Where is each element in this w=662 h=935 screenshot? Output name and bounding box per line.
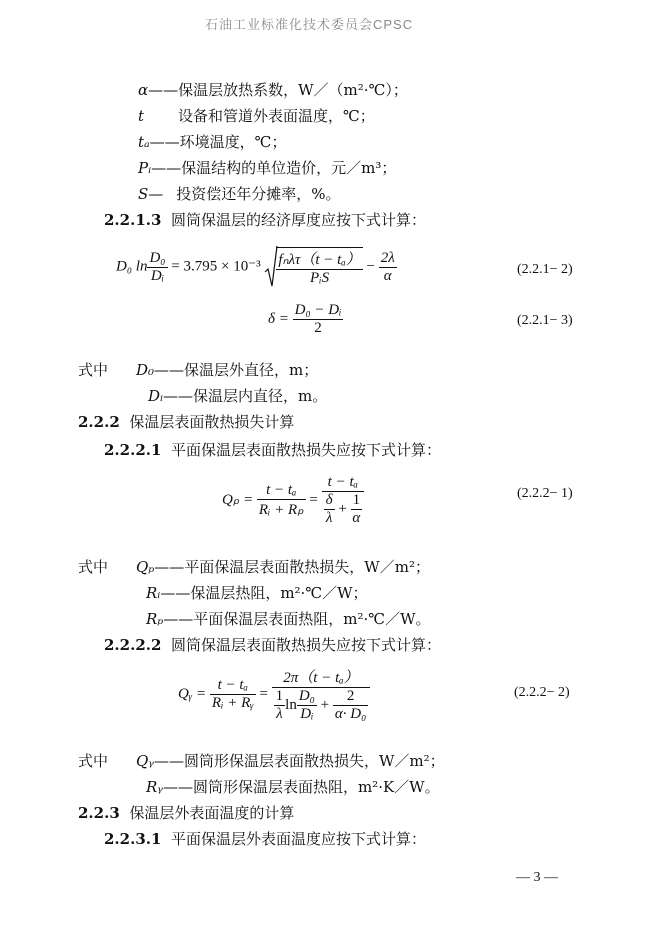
eq-fraction (257, 482, 306, 519)
frac-den: Rᵢ + Rᵧ (211, 695, 254, 711)
def-t (138, 107, 375, 125)
section-text: 保温层表面散热损失计算 (129, 413, 295, 431)
frac-den (272, 688, 371, 723)
def-text: 设备和管道外表面温度，℃； (178, 107, 375, 125)
def-symbol: tₐ (138, 133, 150, 151)
section-text: 保温层外表面温度的计算 (129, 804, 295, 822)
section-number: 2.2.2 (78, 413, 120, 431)
eq-ln: ln (285, 696, 297, 713)
eq-fraction (351, 492, 363, 527)
def-text: ——平面保温层表面热阻，m²·℃／W。 (163, 610, 431, 628)
def-text: ——圆筒形保温层表面热阻，m²·K／W。 (162, 778, 440, 796)
eq-equals: = (259, 685, 268, 702)
frac-num: t − tₐ (210, 677, 256, 695)
section-2-2-3-1 (104, 830, 426, 848)
def-ta (138, 133, 286, 151)
frac-den: α (383, 267, 392, 284)
frac-num: t − tₐ (257, 482, 306, 500)
frac-num: 1 (352, 492, 361, 508)
where-row (136, 361, 318, 379)
page-header: 石油工业标准化技术委员会CPSC (205, 17, 414, 32)
eq-equals: = (309, 491, 318, 508)
def-dash: — (148, 185, 164, 203)
def-text: ——保温层外直径，m； (154, 361, 319, 379)
eq-lhs: δ = (268, 310, 289, 327)
equation-tag: (2.2.2− 2) (514, 685, 570, 700)
section-text: 圆筒保温层的经济厚度应按下式计算： (170, 211, 426, 229)
eq-fraction (379, 250, 397, 285)
section-text: 平面保温层外表面温度应按下式计算： (170, 830, 426, 848)
eq-fraction (333, 688, 368, 723)
eq-fraction (324, 492, 335, 527)
frac-den: Dᵢ (300, 706, 314, 722)
where-label: 式中 (78, 558, 109, 576)
section-text: 平面保温层表面散热损失应按下式计算： (170, 441, 441, 459)
eq-fraction (297, 688, 317, 723)
frac-num: t − tₐ (322, 474, 364, 492)
eq-coefficient: = 3.795 × 10⁻³ (171, 258, 261, 275)
frac-den: λ (325, 510, 333, 526)
eq-fraction (210, 677, 256, 712)
frac-den (322, 492, 364, 527)
def-dash: —— (148, 81, 179, 99)
frac-num: δ (325, 492, 333, 508)
def-symbol: Pᵢ (138, 159, 152, 177)
frac-den: 2 (314, 320, 322, 336)
def-text: 环境温度，℃； (179, 133, 287, 151)
frac-den: α (352, 510, 361, 526)
where-row (146, 778, 440, 796)
frac-den: Dᵢ (150, 267, 165, 284)
frac-num: fₙλτ（t − tₐ） (276, 248, 362, 270)
frac-num: 2λ (380, 249, 395, 266)
section-2-2-2-2 (104, 636, 441, 654)
def-symbol: Qₚ (136, 558, 155, 576)
eq-fraction (322, 474, 364, 527)
frac-num: 2 (333, 688, 368, 706)
eq-lhs: Qᵧ = (178, 685, 207, 702)
frac-num: 2π（t − tₐ） (272, 666, 371, 688)
def-symbol: D₀ (136, 361, 155, 379)
def-dash: —— (149, 133, 180, 151)
eq-plus: + (338, 500, 347, 517)
equation-2-2-1-3 (268, 302, 343, 337)
where-row (148, 387, 327, 405)
frac-num: D₀ (298, 688, 315, 704)
section-2-2-3 (78, 804, 294, 822)
def-text: ——圆筒形保温层表面散热损失，W／m²； (153, 752, 445, 770)
where-row (146, 584, 368, 602)
eq-lhs: D₀ ln (116, 258, 148, 275)
sqrt-radicand (276, 247, 362, 287)
equation-2-2-2-1 (222, 474, 364, 527)
section-text: 圆筒保温层表面散热损失应按下式计算： (170, 636, 441, 654)
section-number: 2.2.3 (78, 804, 120, 822)
eq-fraction (147, 250, 167, 285)
equation-2-2-1-2 (116, 244, 397, 290)
frac-den: λ (276, 706, 283, 722)
def-s (138, 185, 341, 203)
equation-tag: (2.2.1− 3) (517, 313, 573, 328)
section-2-2-1-3 (104, 211, 426, 229)
frac-num: D₀ (149, 249, 166, 266)
frac-den: α· D₀ (334, 706, 367, 722)
where-label: 式中 (78, 752, 109, 770)
section-2-2-2 (78, 413, 294, 431)
def-symbol: S (138, 185, 149, 203)
equation-2-2-2-2 (178, 666, 370, 723)
frac-den: Rᵢ + Rₚ (258, 502, 304, 518)
eq-fraction (274, 688, 286, 723)
page-number: — 3 — (516, 870, 558, 885)
def-pi (138, 159, 396, 177)
eq-fraction (272, 666, 371, 723)
frac-num: 1 (275, 688, 284, 704)
frac-num: D₀ − Dᵢ (294, 302, 342, 318)
def-dash: —— (151, 159, 182, 177)
equation-tag: (2.2.1− 2) (517, 262, 573, 277)
where-row (146, 610, 431, 628)
section-number: 2.2.2.1 (104, 441, 162, 459)
section-number: 2.2.2.2 (104, 636, 162, 654)
def-symbol: Rᵧ (146, 778, 163, 796)
where-row (136, 752, 445, 770)
def-symbol: Dᵢ (148, 387, 164, 405)
equation-tag: (2.2.2− 1) (517, 486, 573, 501)
def-symbol: Rₚ (146, 610, 164, 628)
eq-minus: − (366, 258, 375, 275)
section-2-2-2-1 (104, 441, 441, 459)
def-text: 投资偿还年分摊率，%。 (176, 185, 341, 203)
eq-plus: + (320, 696, 330, 713)
def-text: 保温结构的单位造价，元／m³； (181, 159, 397, 177)
frac-den: PᵢS (310, 270, 330, 286)
eq-fraction (293, 302, 344, 337)
def-text: 保温层放热系数，W／（m²·℃）； (178, 81, 408, 99)
where-row (136, 558, 430, 576)
def-symbol: Qᵧ (136, 752, 154, 770)
where-label: 式中 (78, 361, 109, 379)
def-symbol: t (138, 107, 145, 125)
def-text: ——保温层热阻，m²·℃／W； (160, 584, 368, 602)
def-symbol: α (138, 81, 149, 99)
section-number: 2.2.1.3 (104, 211, 162, 229)
eq-lhs: Qₚ = (222, 491, 254, 508)
section-number: 2.2.3.1 (104, 830, 162, 848)
def-alpha (138, 81, 408, 99)
def-text: ——平面保温层表面散热损失，W／m²； (154, 558, 430, 576)
def-text: ——保温层内直径，m。 (163, 387, 328, 405)
def-symbol: Rᵢ (146, 584, 161, 602)
